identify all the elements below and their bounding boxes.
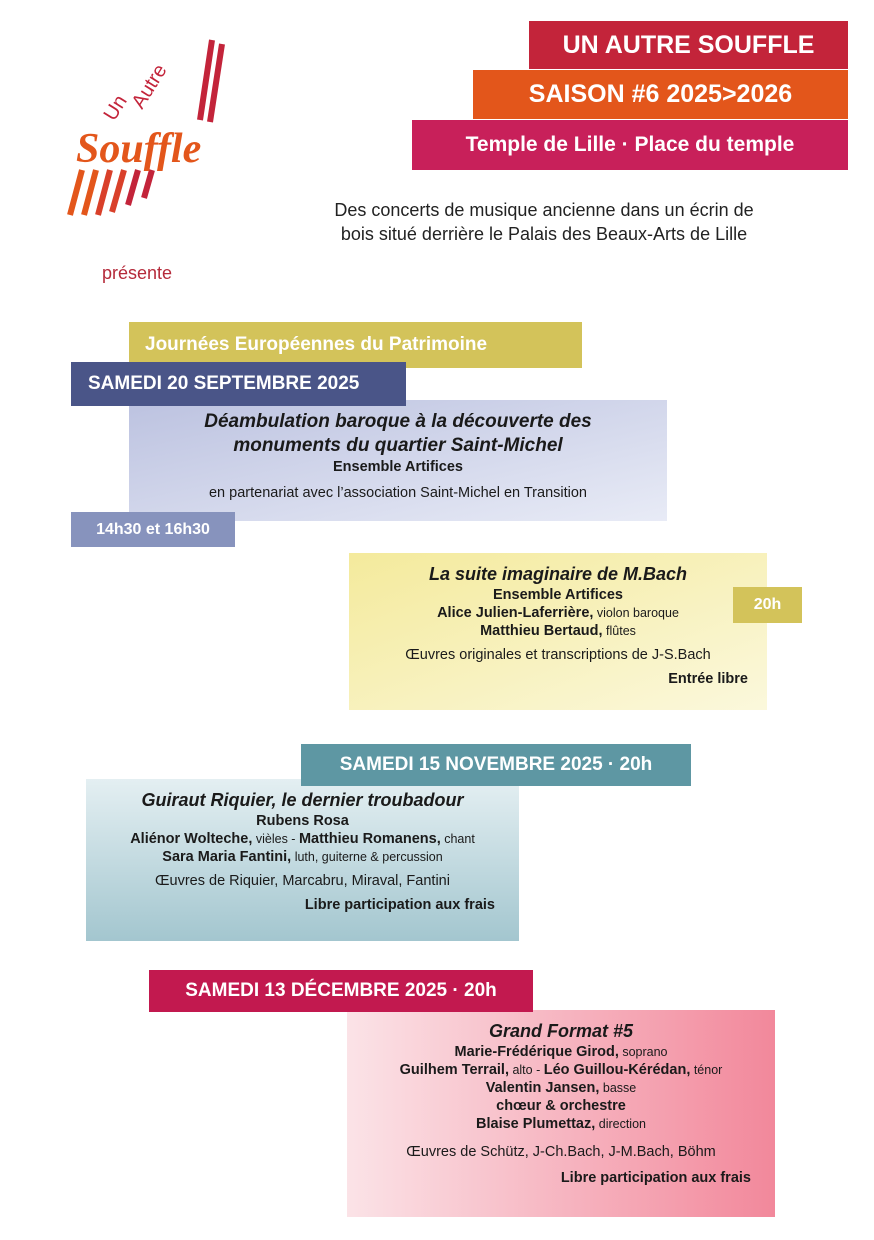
event4-works: Œuvres de Schütz, J-Ch.Bach, J-M.Bach, Böhm	[406, 1144, 716, 1161]
event3-p3-role: luth, guiterne & percussion	[291, 849, 443, 864]
header-name-bar	[529, 21, 848, 69]
logo-graphic	[62, 30, 242, 220]
event4-title: Grand Format #5	[488, 1021, 634, 1041]
event3-card	[86, 779, 519, 941]
event4-date-bar	[149, 970, 533, 1012]
event4-p1-role: soprano	[618, 1044, 668, 1059]
event4-date: SAMEDI 13 DÉCEMBRE 2025 · 20h	[185, 980, 497, 1001]
event2-title: La suite imaginaire de M.Bach	[428, 564, 688, 584]
event4-performer-4	[347, 1115, 775, 1133]
event1-title-2: monuments du quartier Saint-Michel	[233, 434, 563, 456]
event1-date: SAMEDI 20 SEPTEMBRE 2025	[88, 373, 360, 394]
event1-date-bar	[71, 362, 406, 406]
event1-banner-label: Journées Européennes du Patrimoine	[145, 334, 488, 355]
event3-p3-name: Sara Maria Fantini,	[162, 848, 292, 865]
event2-performer-2-role: flûtes	[602, 623, 636, 638]
event3-performers-1	[86, 830, 519, 848]
intro-text	[280, 198, 808, 246]
header-name: UN AUTRE SOUFFLE	[562, 30, 815, 59]
event4-p5-name: Blaise Plumettaz,	[476, 1116, 596, 1132]
event2-works: Œuvres originales et transcriptions de J-S.Bach	[405, 646, 711, 663]
event4-p4-role: basse	[599, 1080, 637, 1095]
event3-performers-2	[86, 848, 519, 866]
event4-performer-1	[347, 1043, 775, 1061]
header-season-bar	[473, 70, 848, 119]
header-venue: Temple de Lille · Place du temple	[465, 133, 795, 156]
header-venue-bar	[412, 120, 848, 170]
event4-admission: Libre participation aux frais	[560, 1170, 751, 1187]
event2-performer-1	[349, 604, 767, 622]
event4-p4-name: Valentin Jansen,	[485, 1079, 600, 1096]
logo	[62, 30, 242, 220]
logo-autre: Autre	[127, 60, 172, 113]
event3-p2-name: Matthieu Romanens,	[298, 830, 441, 847]
logo-souffle: Souffle	[76, 126, 202, 172]
event2-time: 20h	[753, 596, 782, 613]
event4-card	[347, 1010, 775, 1217]
event2-performer-2-name: Matthieu Bertaud,	[480, 622, 603, 639]
event2-admission: Entrée libre	[668, 671, 748, 687]
event1-time-bar	[71, 512, 235, 547]
event3-title: Guiraut Riquier, le dernier troubadour	[141, 790, 464, 810]
event1-title-1: Déambulation baroque à la découverte des	[204, 411, 592, 432]
event2-time-bar	[733, 587, 802, 623]
event2-performer-1-name: Alice Julien-Laferrière,	[437, 604, 594, 621]
event1-ensemble: Ensemble Artifices	[332, 458, 463, 475]
event3-date-bar	[301, 744, 691, 786]
event3-date: SAMEDI 15 NOVEMBRE 2025 · 20h	[339, 754, 653, 775]
event3-p2-role: chant	[440, 831, 475, 846]
event2-performer-2	[349, 622, 767, 640]
event4-performer-2	[347, 1061, 775, 1079]
event1-partner: en partenariat avec l’association Saint-Michel en Transition	[208, 484, 587, 501]
event4-p5-role: direction	[595, 1117, 646, 1131]
presente-label: présente	[102, 263, 173, 283]
event4-performer-3	[347, 1079, 775, 1097]
event3-p1-name: Aliénor Wolteche,	[130, 830, 253, 847]
event1-card	[129, 400, 667, 521]
event4-choir: chœur & orchestre	[496, 1097, 626, 1114]
event4-p1-name: Marie-Frédérique Girod,	[454, 1043, 619, 1060]
event3-works: Œuvres de Riquier, Marcabru, Miraval, Fantini	[155, 872, 450, 889]
event4-p3-role: ténor	[690, 1062, 723, 1077]
event3-ensemble: Rubens Rosa	[256, 812, 349, 829]
intro-line-2: bois situé derrière le Palais des Beaux-Arts de Lille	[340, 224, 748, 244]
event2-ensemble: Ensemble Artifices	[492, 586, 623, 603]
event4-p2-role: alto -	[508, 1062, 544, 1077]
event1-time: 14h30 et 16h30	[96, 520, 210, 538]
logo-un: Un	[99, 91, 132, 125]
event3-admission: Libre participation aux frais	[304, 897, 495, 913]
event2-card	[349, 553, 767, 710]
event4-p2-name: Guilhem Terrail,	[399, 1061, 509, 1078]
event2-performer-1-role: violon baroque	[593, 605, 679, 620]
event4-p3-name: Léo Guillou-Kérédan,	[543, 1061, 691, 1078]
header-season: SAISON #6 2025>2026	[528, 80, 793, 108]
event3-p1-role: vièles -	[252, 831, 299, 846]
intro-line-1: Des concerts de musique ancienne dans un écrin de	[334, 200, 754, 220]
